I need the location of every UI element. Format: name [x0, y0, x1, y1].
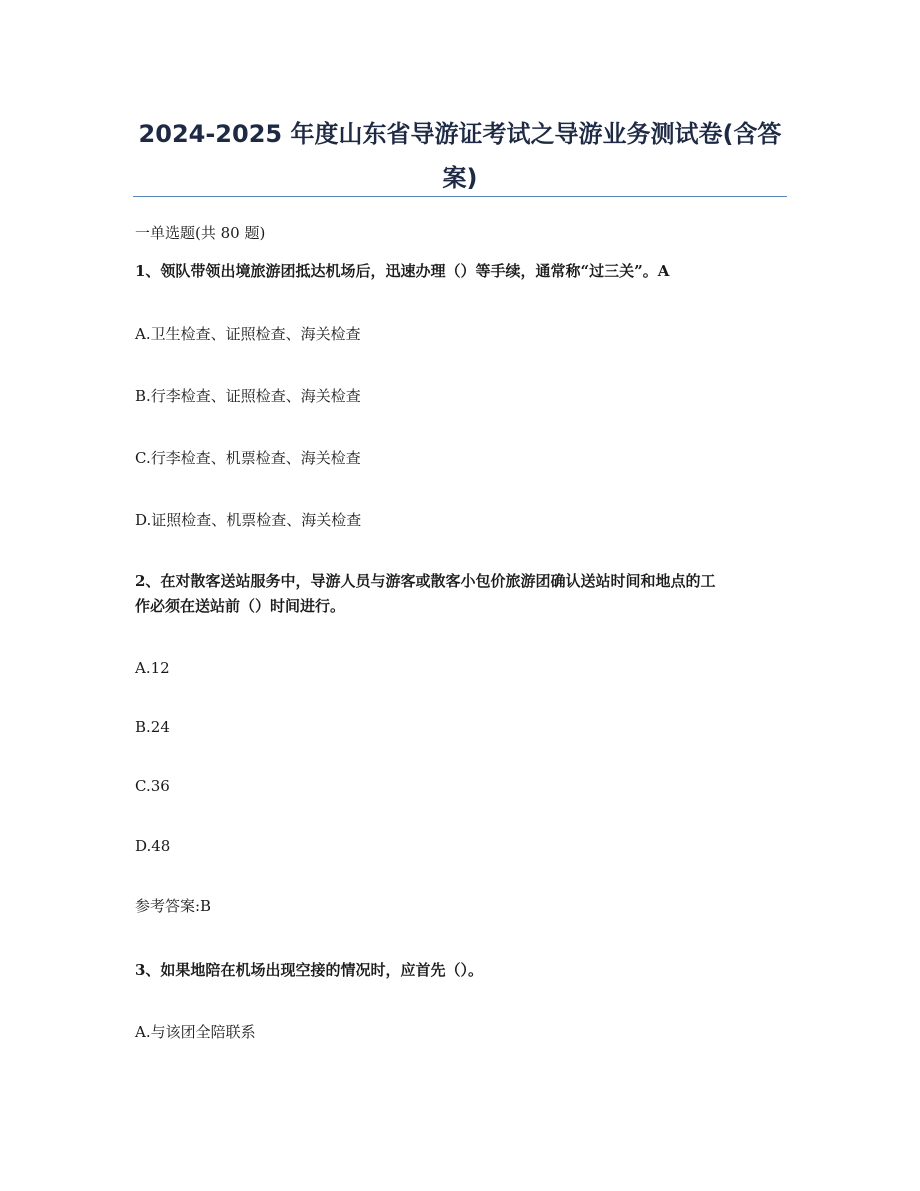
question-1-option-a: A.卫生检查、证照检查、海关检查: [135, 325, 361, 343]
document-title: [130, 112, 790, 200]
question-1-text: 1、领队带领出境旅游团抵达机场后，迅速办理（）等手续，通常称“过三关”。A: [135, 262, 670, 280]
question-3-option-a: A.与该团全陪联系: [135, 1023, 256, 1041]
question-2-option-b: B.24: [135, 718, 170, 736]
question-1-option-c: C.行李检查、机票检查、海关检查: [135, 449, 361, 467]
question-3-text: 3、如果地陪在机场出现空接的情况时，应首先（）。: [135, 961, 483, 979]
title-divider: [133, 196, 787, 197]
question-2-option-c: C.36: [135, 777, 170, 795]
section-heading: 一单选题(共 80 题): [135, 224, 266, 242]
document-title-line-2: 案): [442, 164, 478, 192]
question-2-text-line-2: 作必须在送站前（）时间进行。: [135, 597, 346, 615]
question-1-option-b: B.行李检查、证照检查、海关检查: [135, 387, 361, 405]
question-1-option-d: D.证照检查、机票检查、海关检查: [135, 511, 362, 529]
document-title-line-1: 2024-2025 年度山东省导游证考试之导游业务测试卷(含答: [138, 120, 782, 148]
question-2-option-d: D.48: [135, 837, 171, 855]
question-2-answer: 参考答案:B: [135, 897, 212, 915]
question-2-text-line-1: 2、在对散客送站服务中，导游人员与游客或散客小包价旅游团确认送站时间和地点的工: [135, 572, 716, 590]
question-2-option-a: A.12: [135, 659, 170, 677]
